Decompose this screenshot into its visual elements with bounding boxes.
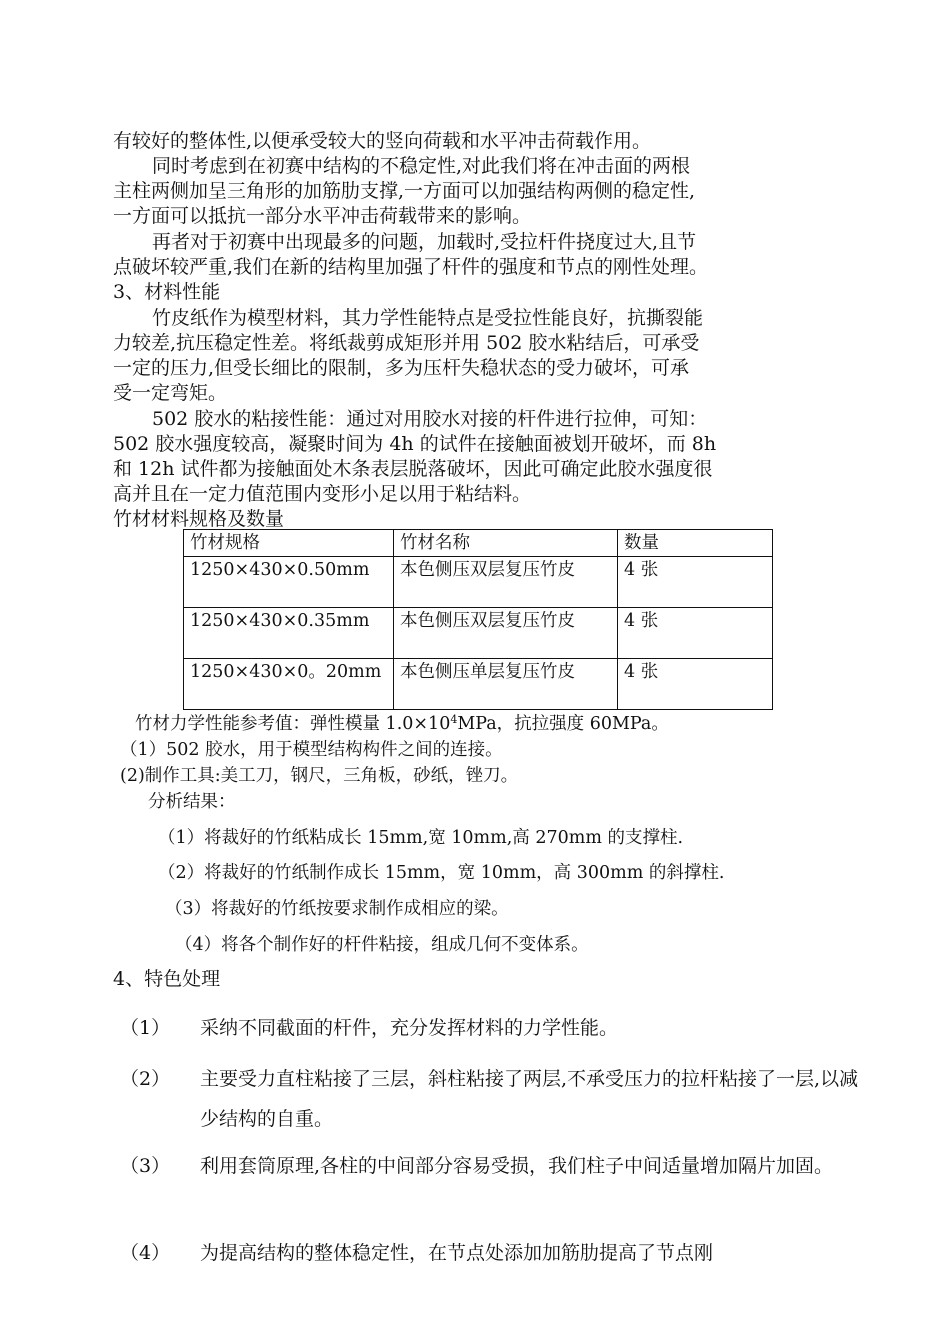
section-3-heading: 3、材料性能 (113, 281, 221, 303)
analysis-title: 分析结果： (148, 792, 236, 812)
feature-text: 采纳不同截面的杆件，充分发挥材料的力学性能。 (200, 1017, 619, 1039)
analysis-item-4: （4）将各个制作好的杆件粘接，组成几何不变体系。 (175, 935, 589, 955)
table-cell: 4 张 (618, 659, 773, 710)
table-title: 竹材材料规格及数量 (113, 508, 285, 530)
table-cell: 本色侧压双层复压竹皮 (394, 608, 618, 659)
s3-line-8: 高并且在一定力值范围内变形小足以用于粘结料。 (113, 483, 532, 505)
tools-note: (2)制作工具:美工刀，钢尺，三角板，砂纸，锉刀。 (120, 766, 519, 786)
table-cell: 4 张 (618, 557, 773, 608)
s3-line-7: 和 12h 试件都为接触面处木条表层脱落破坏，因此可确定此胶水强度很 (113, 458, 713, 480)
feature-number: （3） (120, 1155, 171, 1177)
feature-number: （2） (120, 1068, 171, 1090)
analysis-item-3: （3）将裁好的竹纸按要求制作成相应的梁。 (165, 899, 509, 919)
s3-line-2: 力较差,抗压稳定性差。将纸裁剪成矩形并用 502 胶水粘结后，可承受 (113, 332, 700, 354)
feature-number: （1） (120, 1017, 171, 1039)
s3-line-1: 竹皮纸作为模型材料，其力学性能特点是受拉性能良好，抗撕裂能 (152, 307, 704, 329)
material-spec-table (183, 529, 773, 710)
glue-note: （1）502 胶水，用于模型结构构件之间的连接。 (120, 740, 503, 760)
intro-line-5: 再者对于初赛中出现最多的问题，加载时,受拉杆件挠度过大,且节 (152, 231, 697, 253)
mechanical-reference (135, 712, 669, 736)
table-cell: 本色侧压双层复压竹皮 (394, 557, 618, 608)
s3-line-6: 502 胶水强度较高，凝聚时间为 4h 的试件在接触面被划开破坏，而 8h (113, 433, 717, 455)
intro-line-6: 点破坏较严重,我们在新的结构里加强了杆件的强度和节点的刚性处理。 (113, 256, 709, 278)
mech-ref-post: MPa，抗拉强度 60MPa。 (457, 714, 669, 734)
mech-ref-pre: 竹材力学性能参考值：弹性模量 1.0×10 (135, 714, 451, 734)
intro-line-2: 同时考虑到在初赛中结构的不稳定性,对此我们将在冲击面的两根 (152, 155, 691, 177)
table-header-cell: 数量 (618, 530, 773, 557)
feature-text: 主要受力直柱粘接了三层，斜柱粘接了两层,不承受压力的拉杆粘接了一层,以减少结构的自重。 (200, 1068, 859, 1130)
s3-line-3: 一定的压力,但受长细比的限制，多为压杆失稳状态的受力破坏，可承 (113, 357, 690, 379)
table-header-cell: 竹材规格 (184, 530, 394, 557)
intro-line-4: 一方面可以抵抗一部分水平冲击荷载带来的影响。 (113, 205, 532, 227)
table-header-cell: 竹材名称 (394, 530, 618, 557)
feature-number: （4） (120, 1242, 171, 1264)
table-cell: 1250×430×0。20mm (184, 659, 394, 710)
table-header-row (184, 530, 773, 557)
intro-line-3: 主柱两侧加呈三角形的加筋肋支撑,一方面可以加强结构两侧的稳定性, (113, 180, 696, 202)
s3-line-4: 受一定弯矩。 (113, 382, 228, 404)
feature-text: 为提高结构的整体稳定性，在节点处添加加筋肋提高了节点刚 (200, 1242, 714, 1264)
table-row (184, 557, 773, 608)
table-cell: 4 张 (618, 608, 773, 659)
mech-ref-exponent: 4 (450, 713, 458, 726)
s3-line-5: 502 胶水的粘接性能：通过对用胶水对接的杆件进行拉伸，可知： (152, 408, 708, 430)
section-4-heading: 4、特色处理 (113, 968, 221, 990)
intro-line-1: 有较好的整体性,以便承受较大的竖向荷载和水平冲击荷载作用。 (113, 130, 652, 152)
table-cell: 1250×430×0.50mm (184, 557, 394, 608)
analysis-item-2: （2）将裁好的竹纸制作成长 15mm，宽 10mm，高 300mm 的斜撑柱. (158, 863, 725, 883)
feature-text: 利用套筒原理,各柱的中间部分容易受损，我们柱子中间适量增加隔片加固。 (200, 1155, 834, 1177)
analysis-item-1: （1）将裁好的竹纸粘成长 15mm,宽 10mm,高 270mm 的支撑柱. (158, 828, 684, 848)
table-cell: 本色侧压单层复压竹皮 (394, 659, 618, 710)
table-row (184, 608, 773, 659)
table-cell: 1250×430×0.35mm (184, 608, 394, 659)
table-row (184, 659, 773, 710)
